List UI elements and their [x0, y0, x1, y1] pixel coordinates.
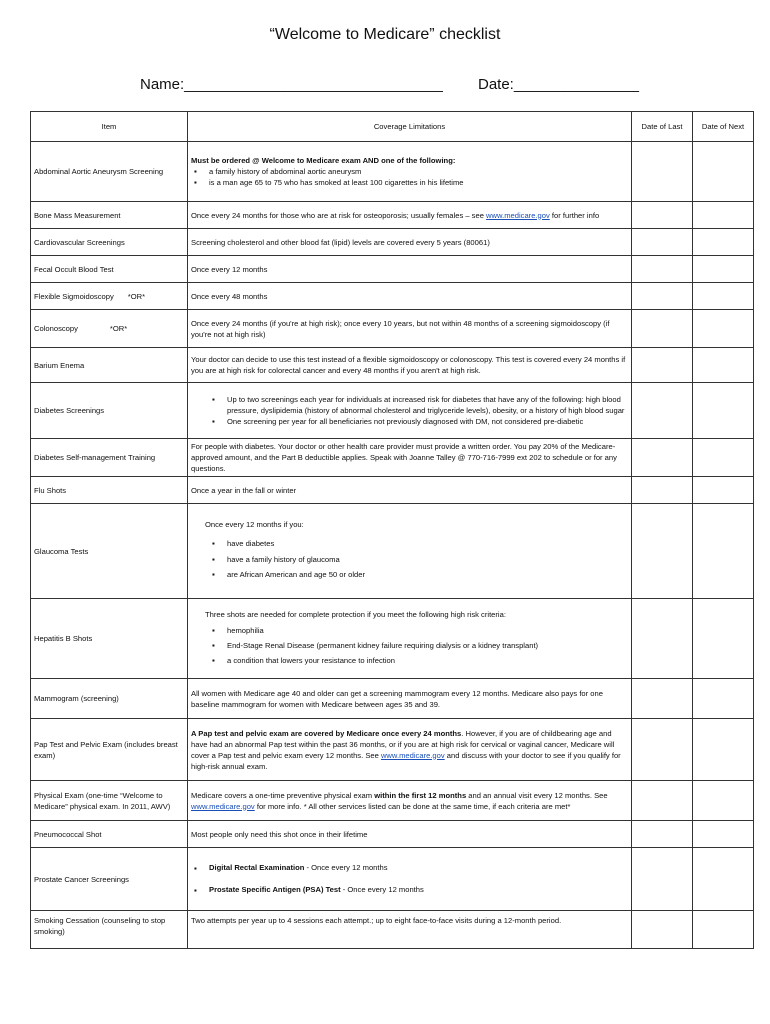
table-row	[31, 848, 754, 911]
item-cell: Cardiovascular Screenings	[31, 229, 188, 256]
coverage-cell: Once every 12 months	[188, 256, 632, 283]
table-row	[31, 283, 754, 310]
item-cell: Flu Shots	[31, 477, 188, 504]
table-row	[31, 142, 754, 202]
list-item: ▪ have a family history of glaucoma	[225, 552, 628, 568]
date-next-cell[interactable]	[693, 256, 754, 283]
date-last-cell[interactable]	[632, 439, 693, 477]
coverage-heading: Must be ordered @ Welcome to Medicare exam AND one of the following:	[191, 156, 456, 165]
bullet-list	[191, 857, 628, 901]
date-last-cell[interactable]	[632, 142, 693, 202]
table-row	[31, 202, 754, 229]
date-last-cell[interactable]	[632, 283, 693, 310]
bullet-list	[191, 623, 628, 669]
item-cell: Pneumococcal Shot	[31, 821, 188, 848]
item-cell: Diabetes Self-management Training	[31, 439, 188, 477]
coverage-cell: Two attempts per year up to 4 sessions each attempt.; up to eight face-to-face visits during a 12-month period.	[188, 911, 632, 949]
table-row	[31, 679, 754, 719]
item-cell: Diabetes Screenings	[31, 383, 188, 439]
header-coverage: Coverage Limitations	[188, 112, 632, 142]
coverage-intro: Once every 12 months if you:	[205, 520, 304, 530]
coverage-cell: Once every 48 months	[188, 283, 632, 310]
coverage-cell: For people with diabetes. Your doctor or other health care provider must provide a written order. You pay 20% of the Medicare-approved amount, and the Part B deductible applies. Speak with Joanne Talley @ 770-716-7999 ext 202 to schedule or for any questions.	[188, 439, 632, 477]
date-next-cell[interactable]	[693, 719, 754, 781]
coverage-cell: Once a year in the fall or winter	[188, 477, 632, 504]
table-row	[31, 310, 754, 348]
table-row	[31, 719, 754, 781]
prostate-test-name: Digital Rectal Examination	[209, 862, 305, 872]
coverage-text: for further info	[549, 210, 600, 220]
coverage-text: Once every 24 months for those who are at risk for osteoporosis; usually females – see	[191, 210, 487, 220]
item-cell: Smoking Cessation (counseling to stop smoking)	[31, 911, 188, 949]
date-field[interactable]: Date:_______________	[478, 76, 639, 93]
table-row	[31, 781, 754, 821]
item-cell: Mammogram (screening)	[31, 679, 188, 719]
item-cell: Pap Test and Pelvic Exam (includes breast exam)	[31, 719, 188, 781]
item-cell: Fecal Occult Blood Test	[31, 256, 188, 283]
date-next-cell[interactable]	[693, 477, 754, 504]
date-last-cell[interactable]	[632, 781, 693, 821]
list-item: ▪ is a man age 65 to 75 who has smoked at least 100 cigarettes in his lifetime	[207, 177, 628, 188]
item-cell	[31, 283, 188, 310]
list-item: ▪ are African American and age 50 or older	[225, 567, 628, 583]
header-date-next: Date of Next	[693, 112, 754, 142]
coverage-text: and an annual visit every 12 months. See	[466, 790, 608, 800]
item-cell: Bone Mass Measurement	[31, 202, 188, 229]
table-header-row	[31, 112, 754, 142]
medicare-link[interactable]: www.medicare.gov	[380, 750, 445, 760]
table-row	[31, 229, 754, 256]
coverage-text: . However, if you are of childbearing age and have had an abnormal Pap test within the past 36 months, or if you are at high risk for cervical or vaginal cancer, Medicare will cover a Pap test and pelvic exam every 12 months. See	[191, 728, 615, 760]
table-row	[31, 348, 754, 383]
date-next-cell[interactable]	[693, 202, 754, 229]
item-label: Colonoscopy	[34, 324, 78, 333]
or-label: *OR*	[109, 324, 128, 333]
list-item	[207, 857, 628, 879]
coverage-cell	[188, 202, 632, 229]
list-item: ▪ End-Stage Renal Disease (permanent kidney failure requiring dialysis or a kidney transplant)	[225, 638, 628, 653]
table-row	[31, 439, 754, 477]
coverage-cell: Once every 24 months (if you're at high risk); once every 10 years, but not within 48 months of a screening sigmoidoscopy (if you're not at high risk)	[188, 310, 632, 348]
table-row	[31, 383, 754, 439]
table-row	[31, 477, 754, 504]
coverage-cell: Screening cholesterol and other blood fat (lipid) levels are covered every 5 years (80061)	[188, 229, 632, 256]
table-row	[31, 599, 754, 679]
date-next-cell[interactable]	[693, 142, 754, 202]
table-row	[31, 821, 754, 848]
coverage-bold: within the first 12 months	[374, 790, 467, 800]
date-last-cell[interactable]	[632, 256, 693, 283]
item-cell: Physical Exam (one-time “Welcome to Medicare” physical exam. In 2011, AWV)	[31, 781, 188, 821]
coverage-text: for more info. * All other services listed can be done at the same time, if each criteria are met*	[254, 801, 571, 811]
item-cell: Prostate Cancer Screenings	[31, 848, 188, 911]
item-label: Flexible Sigmoidoscopy	[34, 291, 114, 301]
coverage-cell: Your doctor can decide to use this test instead of a flexible sigmoidoscopy or colonoscopy. This test is covered every 24 months if you are at high risk for colorectal cancer and every 48 months if you aren't at high risk.	[188, 348, 632, 383]
date-next-cell[interactable]	[693, 439, 754, 477]
coverage-bold: A Pap test and pelvic exam are covered by Medicare once every 24 months	[191, 728, 462, 738]
coverage-cell	[188, 781, 632, 821]
prostate-test-frequency: - Once every 12 months	[304, 862, 388, 872]
coverage-cell	[188, 383, 632, 439]
date-next-cell[interactable]	[693, 848, 754, 911]
medicare-link[interactable]: www.medicare.gov	[191, 801, 255, 811]
date-last-cell[interactable]	[632, 229, 693, 256]
coverage-cell	[188, 142, 632, 202]
item-cell: Barium Enema	[31, 348, 188, 383]
list-item: ▪ have diabetes	[225, 536, 628, 552]
date-next-cell[interactable]	[693, 310, 754, 348]
table-row	[31, 504, 754, 599]
list-item: ▪ a family history of abdominal aortic aneurysm	[207, 166, 628, 177]
coverage-text: Medicare covers a one-time preventive physical exam	[191, 790, 375, 800]
date-last-cell[interactable]	[632, 911, 693, 949]
date-last-cell[interactable]	[632, 504, 693, 599]
date-next-cell[interactable]	[693, 348, 754, 383]
date-next-cell[interactable]	[693, 504, 754, 599]
coverage-cell	[188, 719, 632, 781]
list-item: ▪ Up to two screenings each year for individuals at increased risk for diabetes that have any of the following: high blood pressure, dyslipidemia (history of abnormal cholesterol and triglyceride levels), obesity, or a history of high blood sugar	[225, 394, 628, 416]
item-cell	[31, 310, 188, 348]
coverage-cell: Most people only need this shot once in their lifetime	[188, 821, 632, 848]
coverage-cell	[188, 599, 632, 679]
name-field[interactable]: Name:_______________________________	[140, 76, 443, 93]
date-last-cell[interactable]	[632, 679, 693, 719]
coverage-intro: Three shots are needed for complete protection if you meet the following high risk criteria:	[205, 609, 506, 619]
header-date-last: Date of Last	[632, 112, 693, 142]
date-last-cell[interactable]	[632, 202, 693, 229]
date-next-cell[interactable]	[693, 911, 754, 949]
checklist-table	[30, 111, 754, 949]
item-cell: Abdominal Aortic Aneurysm Screening	[31, 142, 188, 202]
table-row	[31, 256, 754, 283]
page-title: “Welcome to Medicare” checklist	[269, 26, 501, 43]
date-last-cell[interactable]	[632, 348, 693, 383]
date-next-cell[interactable]	[693, 383, 754, 439]
coverage-text: and discuss with your doctor to see if you qualify for high-risk annual exam.	[191, 750, 621, 771]
prostate-test-frequency: - Once every 12 months	[340, 885, 424, 894]
medicare-link[interactable]: www.medicare.gov	[486, 210, 550, 220]
date-last-cell[interactable]	[632, 848, 693, 911]
date-next-cell[interactable]	[693, 599, 754, 679]
header-item: Item	[31, 112, 188, 142]
table-row	[31, 911, 754, 949]
date-last-cell[interactable]	[632, 719, 693, 781]
coverage-cell	[188, 848, 632, 911]
list-item: ▪ hemophilia	[225, 623, 628, 638]
or-label: *OR*	[127, 291, 146, 301]
date-last-cell[interactable]	[632, 310, 693, 348]
date-last-cell[interactable]	[632, 599, 693, 679]
date-next-cell[interactable]	[693, 229, 754, 256]
date-next-cell[interactable]	[693, 821, 754, 848]
coverage-cell	[188, 504, 632, 599]
date-next-cell[interactable]	[693, 679, 754, 719]
list-item	[207, 879, 628, 901]
list-item: ▪ a condition that lowers your resistance to infection	[225, 653, 628, 668]
list-item: ▪ One screening per year for all beneficiaries not previously diagnosed with DM, not considered pre-diabetic	[225, 416, 628, 427]
date-next-cell[interactable]	[693, 283, 754, 310]
date-last-cell[interactable]	[632, 383, 693, 439]
date-last-cell[interactable]	[632, 477, 693, 504]
prostate-test-name: Prostate Specific Antigen (PSA) Test	[209, 885, 341, 894]
date-next-cell[interactable]	[693, 781, 754, 821]
item-cell: Glaucoma Tests	[31, 504, 188, 599]
coverage-cell: All women with Medicare age 40 and older can get a screening mammogram every 12 months. Medicare also pays for one baseline mammogram for women with Medicare between ages 35 and 39.	[188, 679, 632, 719]
date-last-cell[interactable]	[632, 821, 693, 848]
bullet-list	[191, 536, 628, 583]
item-cell: Hepatitis B Shots	[31, 599, 188, 679]
bullet-list	[191, 166, 628, 188]
bullet-list	[191, 394, 628, 427]
